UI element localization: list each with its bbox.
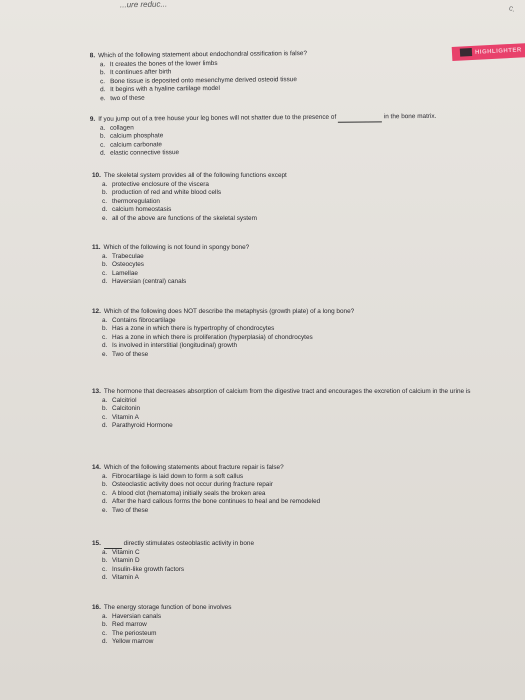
option: c. A blood clot (hematoma) initially seals the broken area (102, 489, 266, 497)
option: d. elastic connective tissue (100, 149, 180, 158)
option: d. Parathyroid Hormone (102, 422, 173, 430)
options-list (92, 549, 525, 583)
option: e. Two of these (102, 506, 149, 514)
question-stem: 12. Which of the following does NOT describe the metaphysis (growth plate) of a long bone? (92, 308, 355, 315)
options-list (92, 253, 525, 287)
question-16 (92, 604, 525, 647)
option: b. production of red and white blood cells (102, 189, 222, 197)
question-stem: 10. The skeletal system provides all of the following functions except (92, 172, 287, 179)
option: b. Osteocytes (102, 261, 144, 269)
question-13 (92, 388, 502, 431)
option: c. thermoregulation (102, 197, 160, 205)
option: b. Vitamin D (102, 557, 140, 565)
option: a. It creates the bones of the lower limbs (99, 59, 218, 68)
option: b. It continues after birth (99, 68, 172, 77)
corner-scrap: c. (507, 3, 517, 14)
question-10 (92, 172, 525, 224)
option: a. collagen (99, 124, 134, 132)
option: a. Contains fibrocartilage (102, 316, 176, 324)
option: c. Has a zone in which there is proliferation (hyperplasia) of chondrocytes (102, 333, 313, 341)
question-15 (92, 540, 525, 583)
option: a. protective enclosure of the viscera (102, 180, 209, 188)
option: d. Haversian (central) canals (102, 278, 187, 286)
question-stem: 14. Which of the following statements about fracture repair is false? (92, 464, 284, 471)
question-9 (90, 112, 520, 159)
option: a. Haversian canals (102, 612, 162, 620)
option: e. two of these (100, 94, 145, 103)
option: e. Two of these (102, 350, 149, 358)
question-12 (92, 308, 525, 360)
option: c. Vitamin A (102, 413, 139, 421)
option: e. all of the above are functions of the skeletal system (102, 214, 257, 222)
options-list (92, 317, 525, 360)
question-stem: 11. Which of the following is not found in spongy bone? (92, 244, 250, 251)
question-stem: 13. The hormone that decreases absorption of calcium from the digestive tract and encourages the excretion of calcium in the urine is (92, 388, 471, 395)
option: d. Is involved in interstitial (longitudinal) growth (102, 342, 238, 350)
question-11 (92, 244, 525, 287)
highlighter-label: HIGHLIGHTER (474, 47, 522, 56)
options-list (92, 397, 502, 431)
option: c. Insulin-like growth factors (102, 565, 185, 573)
option: c. Lamellae (102, 269, 138, 277)
option: d. It begins with a hyaline cartilage model (100, 85, 220, 94)
question-stem: 15. directly stimulates osteoblastic activity in bone (92, 540, 255, 547)
option: c. The periosteum (102, 629, 157, 637)
option: b. Calcitonin (102, 405, 141, 413)
option: a. Fibrocartilage is laid down to form a soft callus (102, 472, 244, 480)
options-list (92, 613, 525, 647)
options-list (90, 56, 525, 104)
option: b. calcium phosphate (99, 132, 164, 140)
option: c. calcium carbonate (100, 141, 162, 149)
option: b. Osteoclastic activity does not occur during fracture repair (102, 481, 273, 489)
option: c. Bone tissue is deposited onto mesenchyme derived osteoid tissue (100, 75, 297, 85)
question-14 (92, 464, 525, 516)
question-stem: 9. If you jump out of a tree house your leg bones will not shatter due to the presence of in the bone matrix. (89, 112, 437, 123)
option: b. Red marrow (102, 621, 147, 629)
question-stem: 8. Which of the following statement about endochondral ossification is false? (89, 50, 308, 60)
option: a. Trabeculae (102, 252, 144, 260)
option: a. Calcitriol (102, 396, 137, 404)
option: d. Yellow marrow (102, 638, 154, 646)
option: d. Vitamin A (102, 574, 139, 582)
question-stem: 16. The energy storage function of bone involves (92, 604, 232, 611)
option: a. Vitamin C (102, 548, 140, 556)
options-list (90, 121, 520, 159)
option: d. calcium homeostasis (102, 206, 172, 214)
top-page-scrap: ...ure reduc... (119, 0, 168, 10)
option: b. Has a zone in which there is hypertrophy of chondrocytes (102, 325, 275, 333)
option: d. After the hard callous forms the bone continues to heal and be remodeled (102, 498, 321, 506)
options-list (92, 473, 525, 516)
question-8 (90, 48, 525, 104)
options-list (92, 181, 525, 224)
